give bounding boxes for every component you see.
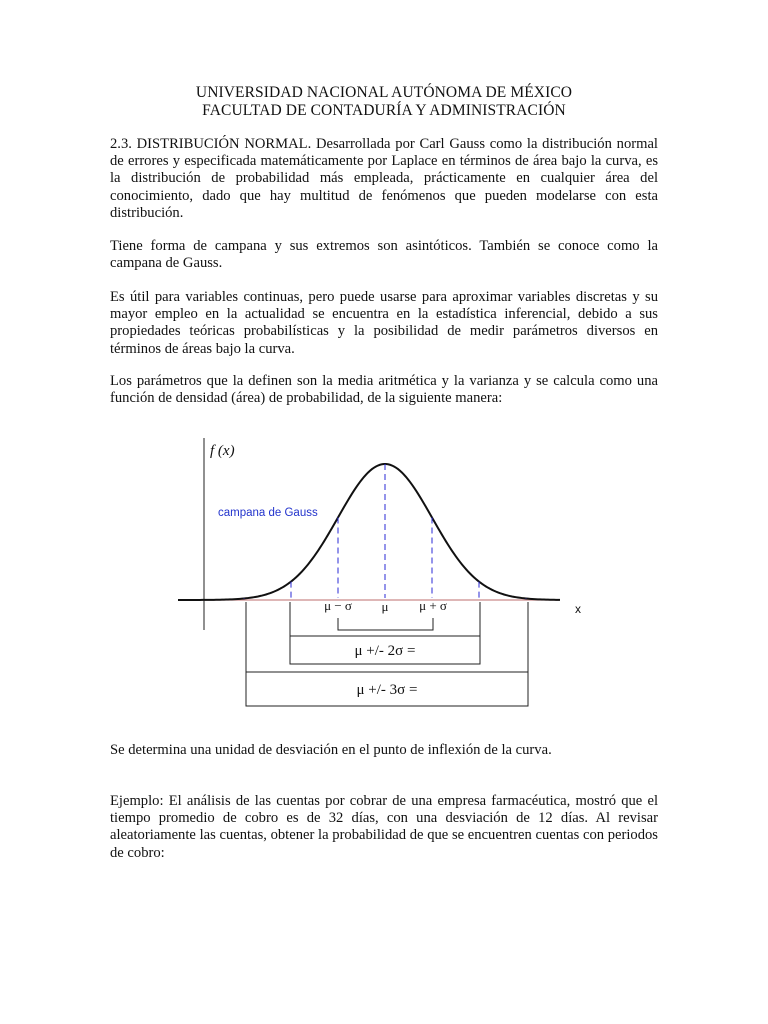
x-axis-label: x bbox=[575, 602, 581, 616]
normal-distribution-diagram bbox=[170, 430, 600, 720]
y-axis-label: f (x) bbox=[210, 443, 235, 459]
one-sigma-bracket bbox=[338, 618, 433, 630]
two-sigma-label: μ +/- 2σ = bbox=[354, 643, 416, 659]
paragraph-shape: Tiene forma de campana y sus extremos son asintóticos. También se conoce como la campana de Gauss. bbox=[110, 238, 658, 272]
gauss-bell-curve bbox=[178, 464, 560, 600]
paragraph-example: Ejemplo: El análisis de las cuentas por cobrar de una empresa farmacéutica, mostró que el tiempo promedio de cobro es de 32 días, con una desviación de 12 días. Al revisar aleatoriamente las cuentas, obtener la probabilidad de que se encuentren cuentas con periodos de cobro: bbox=[110, 793, 658, 861]
paragraph-usage: Es útil para variables continuas, pero puede usarse para aproximar variables discretas y su mayor empleo en la actualidad se encuentra en la estadística inferencial, debido a sus propiedades teóricas probabilísticas y la posibilidad de medir parámetros diversos en términos de áreas bajo la curva. bbox=[110, 289, 658, 357]
sigma-guides bbox=[244, 464, 526, 598]
paragraph-parameters: Los parámetros que la definen son la media aritmética y la varianza y se calcula como una función de densidad (área) de probabilidad, de la siguiente manera: bbox=[110, 373, 658, 407]
paragraph-definition: 2.3. DISTRIBUCIÓN NORMAL. Desarrollada por Carl Gauss como la distribución normal de errores y especificada matemáticamente por Laplace en términos de área bajo la curva, es la distribución de probabilidad más empleada, prácticamente en cualquier área del conocimiento, dado que hay multitud de fenómenos que pueden modelarse con esta distribución. bbox=[110, 136, 658, 221]
label-mu-minus-sigma: μ − σ bbox=[324, 598, 352, 613]
paragraph-inflection: Se determina una unidad de desviación en el punto de inflexión de la curva. bbox=[110, 742, 552, 758]
faculty-name: FACULTAD DE CONTADURÍA Y ADMINISTRACIÓN bbox=[202, 102, 566, 119]
curve-label: campana de Gauss bbox=[218, 507, 318, 519]
label-mu: μ bbox=[381, 599, 389, 614]
label-mu-plus-sigma: μ + σ bbox=[419, 598, 447, 613]
document-header bbox=[0, 84, 768, 120]
university-name: UNIVERSIDAD NACIONAL AUTÓNOMA DE MÉXICO bbox=[195, 84, 573, 101]
three-sigma-label: μ +/- 3σ = bbox=[356, 682, 418, 698]
